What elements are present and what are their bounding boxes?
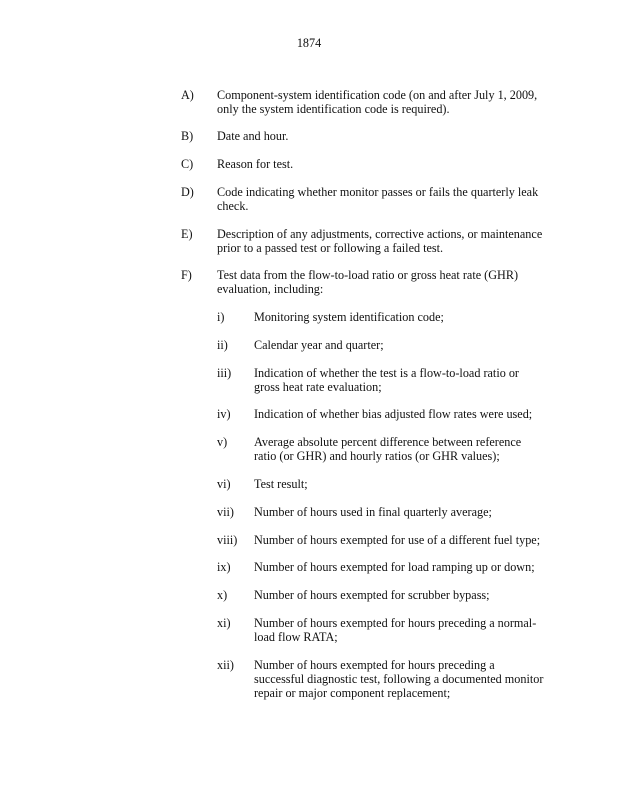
subitem-label: vi) — [217, 477, 231, 491]
subitem-label: xii) — [217, 658, 234, 672]
subitem-text: Number of hours used in final quarterly average; — [254, 505, 492, 519]
list-item — [181, 227, 551, 255]
list-item — [181, 185, 551, 213]
item-text: Description of any adjustments, corrective actions, or maintenance prior to a passed test or following a failed test. — [217, 227, 543, 255]
subitem-text: Test result; — [254, 477, 308, 491]
subitem-label: xi) — [217, 616, 231, 630]
subitem-text: Number of hours exempted for load ramping up or down; — [254, 560, 535, 574]
sub-list-item — [217, 366, 547, 394]
subitem-label: v) — [217, 435, 228, 449]
item-label: A) — [181, 88, 194, 102]
item-label: F) — [181, 268, 192, 282]
sub-list-item — [217, 407, 547, 421]
item-label: D) — [181, 185, 194, 199]
subitem-text: Average absolute percent difference between reference ratio (or GHR) and hourly ratios (or GHR values); — [254, 435, 522, 463]
sub-list-item — [217, 616, 547, 644]
item-text: Test data from the flow-to-load ratio or gross heat rate (GHR) evaluation, including: — [217, 268, 519, 296]
subitem-label: vii) — [217, 505, 234, 519]
list-item — [181, 157, 551, 171]
subitem-text: Indication of whether the test is a flow-to-load ratio or gross heat rate evaluation; — [254, 366, 519, 394]
subitem-text: Calendar year and quarter; — [254, 338, 384, 352]
sub-list-item — [217, 338, 547, 352]
subitem-text: Monitoring system identification code; — [254, 310, 444, 324]
subitem-label: x) — [217, 588, 228, 602]
sub-list-item — [217, 505, 547, 519]
item-label: E) — [181, 227, 193, 241]
subitem-text: Number of hours exempted for use of a different fuel type; — [254, 533, 541, 547]
item-label: B) — [181, 129, 194, 143]
item-text: Code indicating whether monitor passes or fails the quarterly leak check. — [217, 185, 539, 213]
subitem-text: Number of hours exempted for hours preceding a successful diagnostic test, following a documented monitor repair or major component replacement; — [254, 658, 544, 700]
item-text: Reason for test. — [217, 157, 294, 171]
subitem-label: ii) — [217, 338, 228, 352]
sub-list-item — [217, 658, 547, 700]
sub-list-item — [217, 533, 547, 547]
sub-list-item — [217, 310, 547, 324]
list-item — [181, 129, 551, 143]
item-text: Date and hour. — [217, 129, 289, 143]
subitem-text: Indication of whether bias adjusted flow rates were used; — [254, 407, 533, 421]
subitem-label: iv) — [217, 407, 231, 421]
subitem-label: iii) — [217, 366, 232, 380]
subitem-label: ix) — [217, 560, 231, 574]
sub-list-item — [217, 588, 547, 602]
subitem-label: i) — [217, 310, 225, 324]
item-text: Component-system identification code (on and after July 1, 2009, only the system identification code is required). — [217, 88, 538, 116]
subitem-text: Number of hours exempted for scrubber bypass; — [254, 588, 490, 602]
sub-list-item — [217, 435, 547, 463]
sub-list-item — [217, 560, 547, 574]
list-item — [181, 88, 551, 116]
item-label: C) — [181, 157, 194, 171]
subitem-label: viii) — [217, 533, 238, 547]
subitem-text: Number of hours exempted for hours preceding a normal-load flow RATA; — [254, 616, 537, 644]
list-item — [181, 268, 551, 296]
sub-list-item — [217, 477, 547, 491]
page-number: 1874 — [296, 36, 322, 50]
